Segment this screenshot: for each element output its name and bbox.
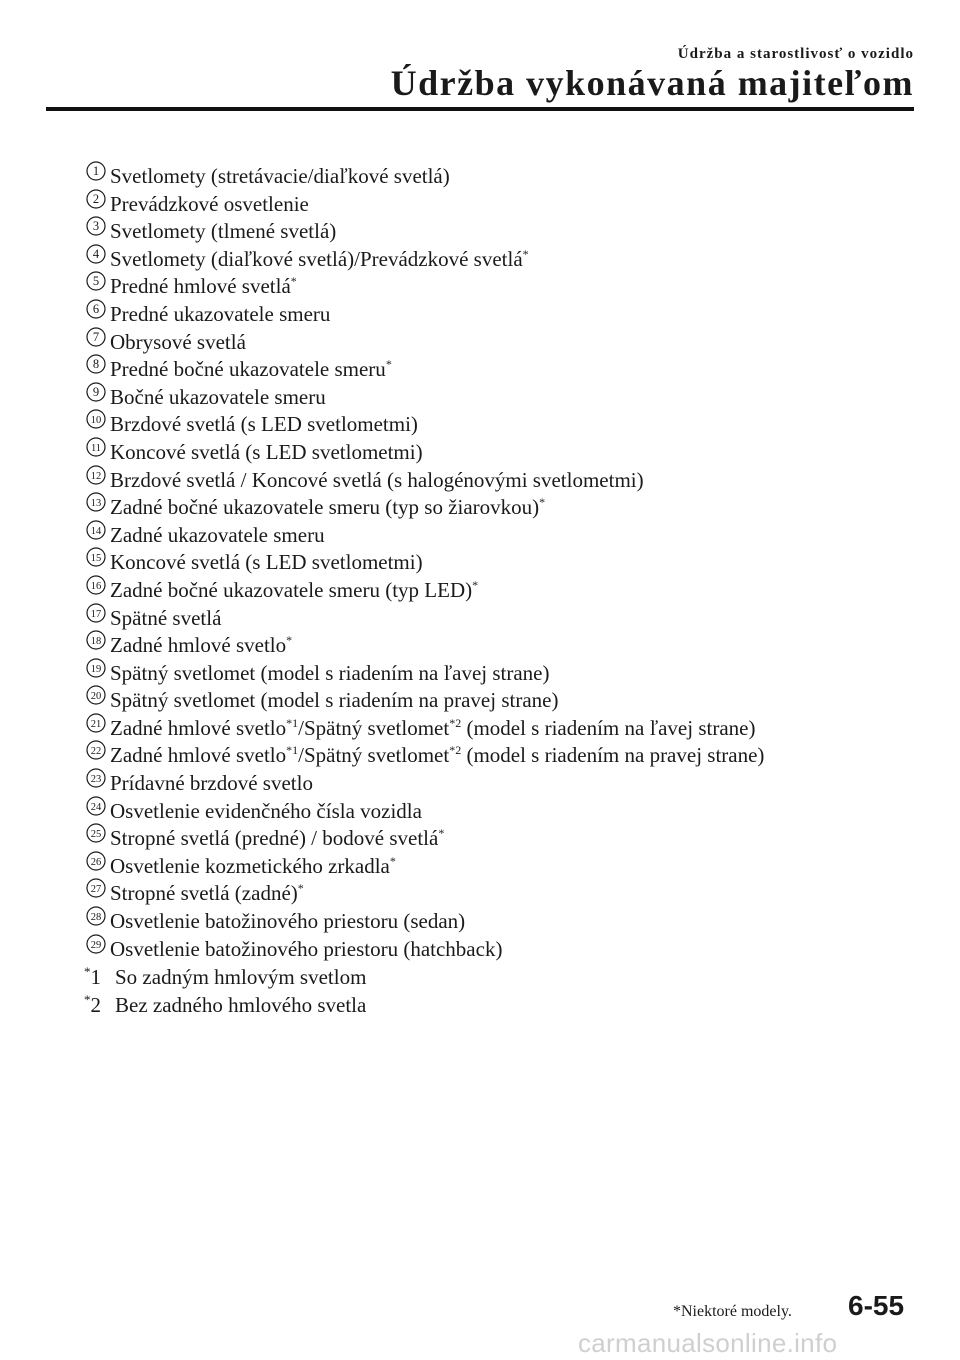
legend-item xyxy=(86,163,926,191)
footnote-text: So zadným hmlovým svetlom xyxy=(115,965,367,990)
number-badge xyxy=(86,520,106,540)
legend-text xyxy=(110,357,392,381)
number-label: 26 xyxy=(90,857,102,869)
legend-item xyxy=(86,825,926,853)
legend-item xyxy=(86,605,926,633)
legend-text xyxy=(110,550,423,574)
legend-item xyxy=(86,246,926,274)
number-badge xyxy=(86,740,106,760)
number-label: 4 xyxy=(92,246,100,261)
asterisk-mark: * xyxy=(389,853,396,868)
number-label: 16 xyxy=(90,581,102,593)
legend-text xyxy=(110,578,478,602)
text-part: Stropné svetlá (predné) / bodové svetlá xyxy=(110,826,439,851)
number-label: 7 xyxy=(92,329,100,344)
legend-text xyxy=(110,854,396,878)
number-badge xyxy=(86,603,106,623)
number-label: 3 xyxy=(92,219,100,234)
text-part: Stropné svetlá (zadné) xyxy=(110,881,298,906)
number-label: 17 xyxy=(90,608,102,620)
legend-item xyxy=(86,384,926,412)
number-badge xyxy=(86,906,106,926)
legend-text xyxy=(110,192,309,216)
number-badge xyxy=(86,216,106,236)
legend-item xyxy=(86,632,926,660)
text-part: Zadné ukazovatele smeru xyxy=(110,522,325,547)
number-label: 13 xyxy=(90,498,102,510)
text-part: Spätný svetlomet (model s riadením na pravej strane) xyxy=(110,688,559,713)
number-badge xyxy=(86,327,106,347)
text-part: Zadné hmlové svetlo xyxy=(110,743,287,768)
text-part: Svetlomety (stretávacie/diaľkové svetlá) xyxy=(110,164,450,188)
legend-text xyxy=(110,716,755,740)
asterisk-mark: * xyxy=(438,826,445,841)
text-part: /Spätný svetlomet xyxy=(298,715,450,740)
number-label: 1 xyxy=(92,164,100,179)
legend-text xyxy=(110,219,336,243)
page-title: Údržba vykonávaná majiteľom xyxy=(390,63,914,103)
legend-text xyxy=(110,495,545,519)
number-badge xyxy=(86,547,106,567)
text-part: Predné bočné ukazovatele smeru xyxy=(110,357,386,382)
legend-text xyxy=(110,909,465,933)
number-label: 9 xyxy=(92,384,100,399)
number-label: 28 xyxy=(90,912,102,924)
text-part: Predné ukazovatele smeru xyxy=(110,301,331,326)
legend-item xyxy=(86,356,926,384)
text-part: Osvetlenie kozmetického zrkadla xyxy=(110,853,390,878)
legend-text xyxy=(110,302,330,326)
number-badge xyxy=(86,299,106,319)
legend-text xyxy=(110,826,444,850)
number-label: 18 xyxy=(90,636,102,648)
number-badge xyxy=(86,409,106,429)
text-part: Spätný svetlomet (model s riadením na ľavej strane) xyxy=(110,660,550,685)
text-part: Obrysové svetlá xyxy=(110,329,246,354)
number-label: 21 xyxy=(90,719,102,731)
legend-item xyxy=(86,687,926,715)
text-part: Osvetlenie batožinového priestoru (sedan) xyxy=(110,909,466,934)
legend-text xyxy=(110,743,764,767)
number-badge xyxy=(86,271,106,291)
footnote-models: *Niektoré modely. xyxy=(673,1303,792,1320)
number-label: 24 xyxy=(90,801,102,813)
text-part: (model s riadením na ľavej strane) xyxy=(461,715,756,740)
asterisk-mark: * xyxy=(286,633,293,648)
section-header: Údržba a starostlivosť o vozidlo xyxy=(677,46,914,62)
text-part: Predné hmlové svetlá xyxy=(110,274,291,299)
legend-item xyxy=(86,577,926,605)
number-label: 2 xyxy=(92,191,100,206)
footnote-mark xyxy=(84,993,101,1017)
footnote-mark xyxy=(84,965,101,989)
number-label: 25 xyxy=(90,829,102,841)
text-part: Zadné hmlové svetlo xyxy=(110,633,287,658)
footnote-ref: *2 xyxy=(449,743,462,758)
footnote xyxy=(84,963,926,991)
number-badge xyxy=(86,189,106,209)
legend-text xyxy=(110,274,297,298)
legend-text xyxy=(110,468,644,492)
legend-item xyxy=(86,439,926,467)
legend-item xyxy=(86,715,926,743)
number-badge xyxy=(86,244,106,264)
legend-text xyxy=(110,412,418,436)
text-part: Zadné bočné ukazovatele smeru (typ LED) xyxy=(110,577,473,602)
footnote xyxy=(84,991,926,1019)
legend-text xyxy=(110,937,502,961)
number-badge xyxy=(86,851,106,871)
legend-text xyxy=(110,633,292,657)
legend-item xyxy=(86,411,926,439)
legend-text xyxy=(110,440,423,464)
number-label: 10 xyxy=(90,415,102,427)
page-number: 6-55 xyxy=(848,1290,905,1321)
number-badge xyxy=(86,465,106,485)
legend-text xyxy=(110,688,558,712)
footnote-number: 2 xyxy=(90,993,101,1018)
legend-item xyxy=(86,467,926,495)
text-part: Zadné bočné ukazovatele smeru (typ so žiarovkou) xyxy=(110,495,540,520)
number-label: 23 xyxy=(90,774,102,786)
number-label: 29 xyxy=(90,939,102,951)
legend-item xyxy=(86,880,926,908)
legend-text xyxy=(110,247,529,271)
text-part: Prevádzkové osvetlenie xyxy=(110,191,309,216)
legend-text xyxy=(110,385,326,409)
legend-text xyxy=(110,661,550,685)
legend-item xyxy=(86,770,926,798)
text-part: Osvetlenie evidenčného čísla vozidla xyxy=(110,798,422,823)
legend-list xyxy=(86,163,926,1019)
number-badge xyxy=(86,796,106,816)
number-badge xyxy=(86,934,106,954)
number-label: 22 xyxy=(90,746,102,758)
legend-text xyxy=(110,330,246,354)
number-badge xyxy=(86,658,106,678)
legend-item xyxy=(86,908,926,936)
number-label: 14 xyxy=(90,525,102,537)
asterisk-mark: * xyxy=(84,992,91,1008)
number-label: 11 xyxy=(90,443,102,455)
number-badge xyxy=(86,685,106,705)
legend-item xyxy=(86,191,926,219)
number-badge xyxy=(86,575,106,595)
legend-item xyxy=(86,218,926,246)
legend-item xyxy=(86,494,926,522)
text-part: Bočné ukazovatele smeru xyxy=(110,384,326,409)
asterisk-mark: * xyxy=(84,964,91,980)
legend-text xyxy=(110,606,221,630)
footnote-number: 1 xyxy=(90,965,101,990)
number-badge xyxy=(86,492,106,512)
text-part: Zadné hmlové svetlo xyxy=(110,715,287,740)
text-part: Spätné svetlá xyxy=(110,605,222,630)
text-part: Svetlomety (diaľkové svetlá)/Prevádzkové svetlá xyxy=(110,246,523,271)
legend-text xyxy=(110,799,422,823)
text-part: Koncové svetlá (s LED svetlometmi) xyxy=(110,439,423,464)
legend-item xyxy=(86,522,926,550)
legend-text xyxy=(110,771,313,795)
number-label: 19 xyxy=(90,663,102,675)
number-label: 15 xyxy=(90,553,102,565)
number-badge xyxy=(86,878,106,898)
number-label: 5 xyxy=(92,274,100,289)
asterisk-mark: * xyxy=(297,881,304,896)
legend-item xyxy=(86,301,926,329)
footnote-ref: *1 xyxy=(286,743,299,758)
text-part: Prídavné brzdové svetlo xyxy=(110,771,313,796)
legend-item xyxy=(86,660,926,688)
legend-item xyxy=(86,549,926,577)
number-badge xyxy=(86,823,106,843)
number-badge xyxy=(86,382,106,402)
text-part: Koncové svetlá (s LED svetlometmi) xyxy=(110,550,423,575)
asterisk-mark: * xyxy=(539,495,546,510)
number-badge xyxy=(86,161,106,181)
title-rule xyxy=(46,107,914,111)
asterisk-mark: * xyxy=(290,274,297,289)
asterisk-mark: * xyxy=(385,357,392,372)
number-badge xyxy=(86,437,106,457)
asterisk-mark: * xyxy=(472,577,479,592)
number-label: 12 xyxy=(90,470,102,482)
text-part: Brzdové svetlá (s LED svetlometmi) xyxy=(110,412,418,437)
text-part: Svetlomety (tlmené svetlá) xyxy=(110,219,337,244)
legend-text xyxy=(110,164,450,188)
number-label: 6 xyxy=(92,302,100,317)
text-part: Osvetlenie batožinového priestoru (hatchback) xyxy=(110,936,503,961)
text-part: (model s riadením na pravej strane) xyxy=(461,743,765,768)
legend-item xyxy=(86,936,926,964)
legend-item xyxy=(86,798,926,826)
legend-item xyxy=(86,853,926,881)
legend-text xyxy=(110,881,304,905)
footnote-text: Bez zadného hmlového svetla xyxy=(115,993,367,1018)
number-label: 8 xyxy=(92,357,100,372)
legend-text xyxy=(110,523,325,547)
number-label: 27 xyxy=(90,884,102,896)
number-badge xyxy=(86,354,106,374)
number-badge xyxy=(86,630,106,650)
text-part: /Spätný svetlomet xyxy=(298,743,450,768)
legend-item xyxy=(86,742,926,770)
number-badge xyxy=(86,713,106,733)
footnote-ref: *1 xyxy=(286,715,299,730)
footnote-ref: *2 xyxy=(449,715,462,730)
asterisk-mark: * xyxy=(522,246,529,261)
legend-item xyxy=(86,273,926,301)
text-part: Brzdové svetlá / Koncové svetlá (s halogénovými svetlometmi) xyxy=(110,467,644,492)
number-label: 20 xyxy=(90,691,102,703)
watermark-link[interactable]: carmanualsonline.info xyxy=(578,1328,838,1358)
legend-item xyxy=(86,329,926,357)
number-badge xyxy=(86,768,106,788)
